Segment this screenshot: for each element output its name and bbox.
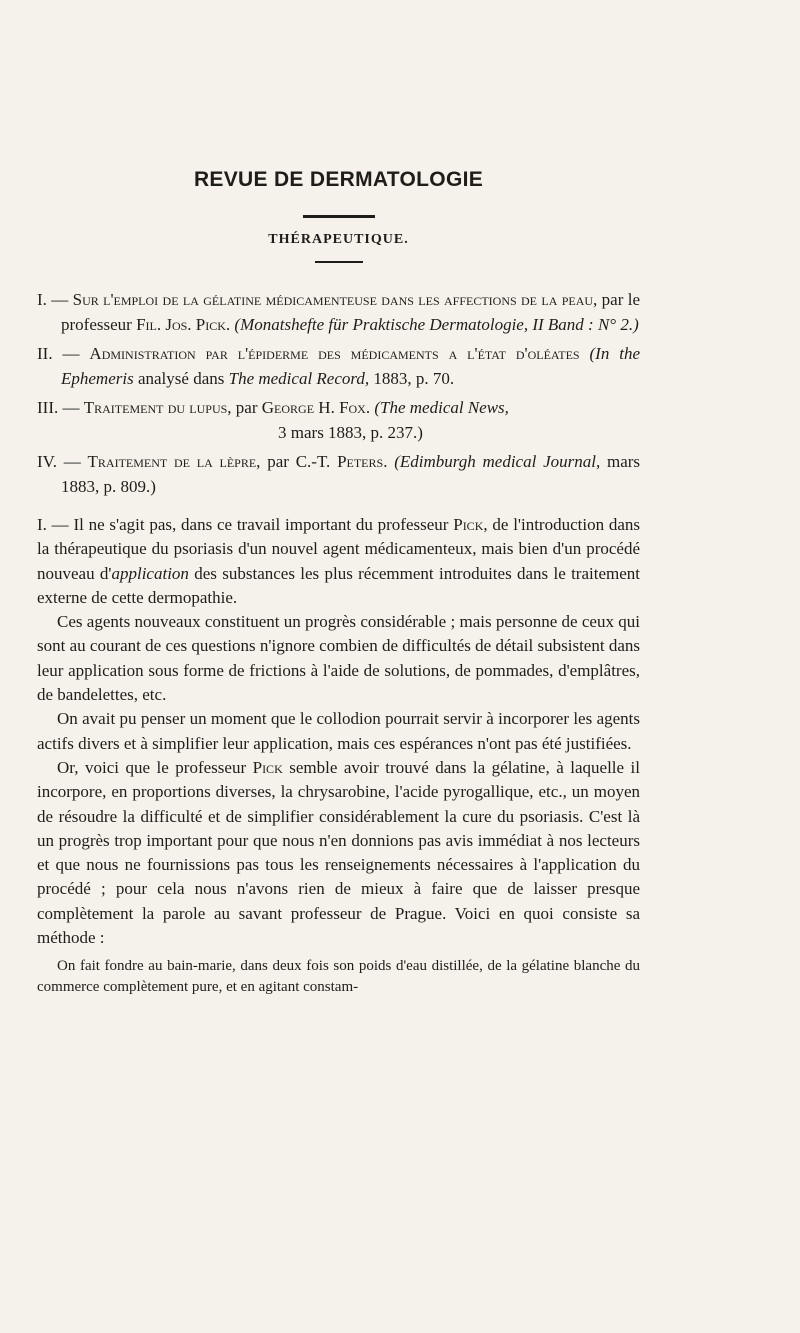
reference-dash: — — [63, 452, 81, 471]
paragraph-text: semble avoir trouvé dans la gélatine, à laquelle il incorpore, en proportions diverses, la chrysarobine, l'acide pyrogallique, etc., un moyen de résoudre la difficulté et de simplifier considérablement la cure du psoriasis. C'est là un progrès trop important pour que nous n'en donnions pas avis immédiat à nos lecteurs et que nous ne fournissions pas tous les renseignements nécessaires à l'application du procédé ; pour cela nous n'avons rien de mieux à faire que de laisser presque complètement la parole au savant professeur de Prague. Voici en quoi consiste sa méthode : — [37, 757, 641, 948]
paragraph-text: des substances les plus récemment introduites dans le traitement externe de cette dermopathie. — [37, 563, 640, 607]
reference-author: C.-T. Peters. — [295, 452, 388, 471]
reference-numeral: I. — [37, 290, 47, 309]
reference-title: Sur l'emploi de la gélatine médicamenteuse dans les affections de la peau, — [72, 290, 598, 309]
reference-dash: — — [51, 290, 69, 309]
reference-dash: — — [62, 398, 80, 417]
paragraph-2: Ces agents nouveaux constituent un progrès considérable ; mais personne de ceux qui sont au courant de ces questions n'ignore combien de difficultés de détail subsistent dans leur application sous forme de frictions à l'aide de solutions, de pommades, d'emplâtres, de bandelettes, etc. — [37, 612, 640, 705]
article-body — [37, 513, 640, 998]
reference-source: (Monatshefte für Praktische Dermatologie, II Band : N° 2.) — [234, 315, 639, 334]
paragraph-3: On avait pu penser un moment que le collodion pourrait servir à incorporer les agents actifs divers et à simplifier leur application, mais ces espérances n'ont pas été justifiées. — [37, 709, 640, 753]
reference-source: (In the Ephemeris — [61, 344, 641, 388]
reference-journal: (The medical News, — [374, 398, 509, 417]
reference-by: par — [235, 398, 258, 417]
reference-source-mid: analysé dans — [137, 369, 225, 388]
reference-by: par le professeur — [61, 290, 641, 334]
paragraph-5: On fait fondre au bain-marie, dans deux fois son poids d'eau distillée, de la gélatine blanche du commerce complètement pure, et en agitant constam- — [37, 958, 640, 996]
reference-numeral: II. — [37, 344, 53, 363]
author-name: Pick — [453, 515, 484, 534]
running-title: REVUE DE DERMATOLOGIE — [193, 168, 484, 191]
reference-source-post: 1883, p. 70. — [373, 369, 455, 388]
paragraph-1 — [37, 513, 640, 610]
reference-source-post: mars 1883, p. 809.) — [61, 452, 641, 496]
paragraph-text: , de l'introduction dans la thérapeutique du psoriasis d'un nouvel agent médicamenteux, mais bien d'un procédé nouveau d' — [37, 515, 641, 583]
reference-journal: The medical Record, — [228, 369, 370, 388]
paragraph-4 — [37, 756, 640, 950]
reference-by: par — [267, 452, 289, 471]
reference-author: George H. Fox. — [261, 398, 371, 417]
reference-title: Traitement de la lèpre, — [87, 452, 261, 471]
reference-list — [37, 287, 640, 499]
reference-item-3 — [37, 395, 640, 445]
reference-journal: (Edimburgh medical Journal, — [394, 452, 601, 471]
reference-title: Traitement du lupus, — [83, 398, 232, 417]
author-name: Pick — [252, 757, 283, 777]
emphasis-text: application — [111, 563, 189, 583]
reference-author: Fil. Jos. Pick. — [136, 315, 231, 334]
paragraph-text: Or, voici que le professeur — [57, 757, 247, 777]
reference-source-post: 3 mars 1883, p. 237.) — [278, 423, 423, 442]
reference-numeral: IV. — [37, 452, 57, 471]
reference-item-1 — [37, 287, 640, 337]
reference-item-2 — [37, 341, 640, 391]
section-rule — [315, 261, 363, 263]
section-title: THÉRAPEUTIQUE. — [268, 232, 409, 247]
title-rule — [303, 215, 375, 218]
reference-dash: — — [62, 344, 80, 363]
reference-numeral: III. — [37, 398, 59, 417]
page-content — [37, 168, 640, 998]
reference-title: Administration par l'épiderme des médicaments a l'état d'oléates — [89, 344, 580, 363]
paragraph-text: I. — Il ne s'agit pas, dans ce travail important du professeur — [37, 515, 449, 534]
reference-item-4 — [37, 449, 640, 499]
